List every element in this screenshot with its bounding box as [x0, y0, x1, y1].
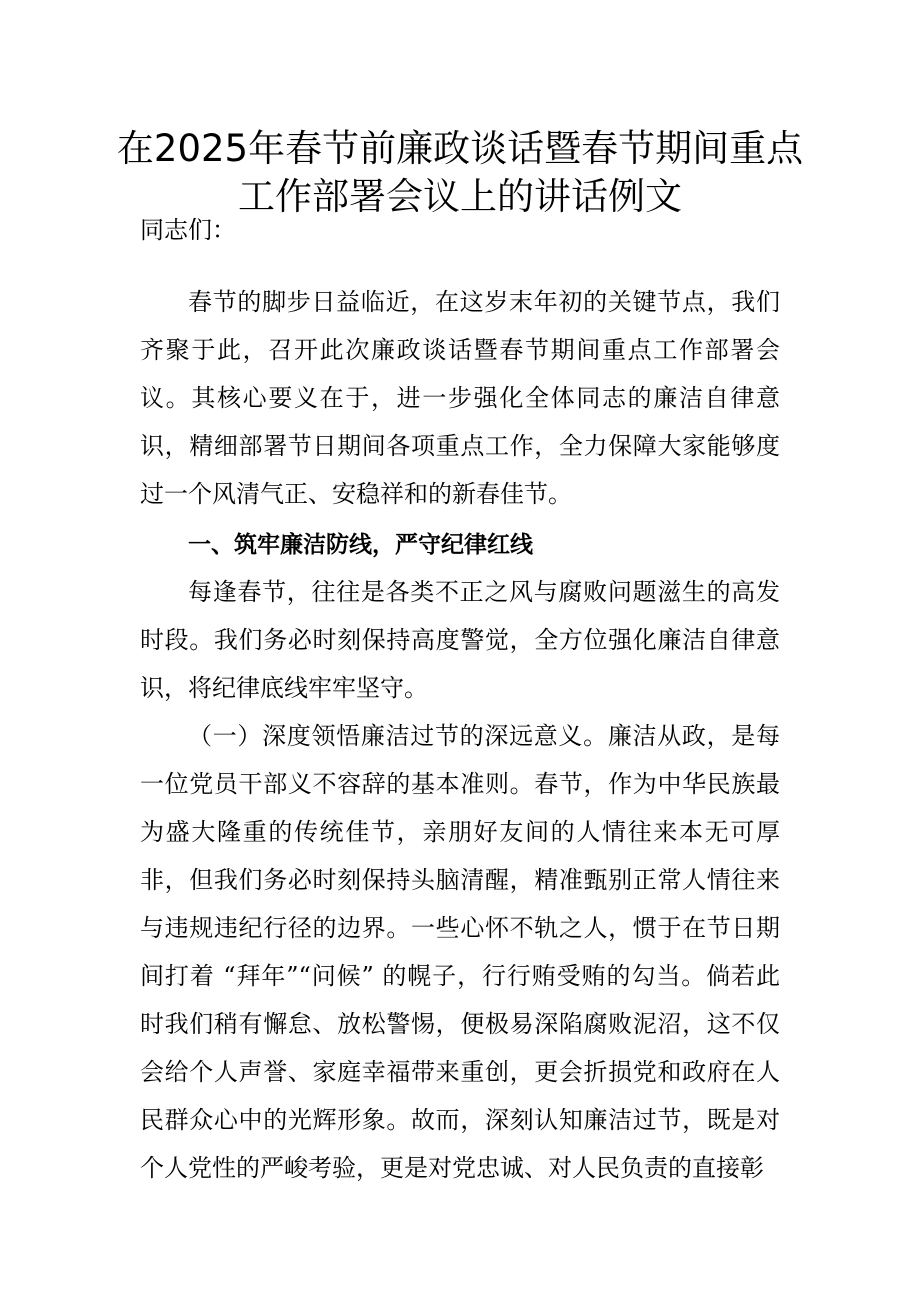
section-1-paragraph: 每逢春节，往往是各类不正之风与腐败问题滋生的高发时段。我们务必时刻保持高度警觉，全方位强化廉洁自律意识，将纪律底线牢牢坚守。 [140, 578, 780, 702]
salutation: 同志们： [140, 216, 236, 244]
document-title-line-2: 工作部署会议上的讲话例文 [238, 175, 682, 218]
intro-paragraph: 春节的脚步日益临近，在这岁末年初的关键节点，我们齐聚于此，召开此次廉政谈话暨春节期间重点工作部署会议。其核心要义在于，进一步强化全体同志的廉洁自律意识，精细部署节日期间各项重点工作，全力保障大家能够度过一个风清气正、安稳祥和的新春佳节。 [140, 288, 780, 508]
section-heading-1: 一、筑牢廉洁防线，严守纪律红线 [188, 532, 533, 558]
document-title-line-1: 在2025年春节前廉政谈话暨春节期间重点 [116, 127, 804, 170]
subsection-1-paragraph: （一）深度领悟廉洁过节的深远意义。廉洁从政，是每一位党员干部义不容辞的基本准则。春节，作为中华民族最为盛大隆重的传统佳节，亲朋好友间的人情往来本无可厚非，但我们务必时刻保持头脑清醒，精准甄别正常人情往来与违规违纪行径的边界。一些心怀不轨之人，惯于在节日期间打着 “拜年”“问候” 的幌子，行行贿受贿的勾当。倘若此时我们稍有懈怠、放松警惕，便极易深陷腐败泥沼，这不仅会给个人声誉、家庭幸福带来重创，更会折损党和政府在人民群众心中的光辉形象。故而，深刻认知廉洁过节，既是对个人党性的严峻考验，更是对党忠诚、对人民负责的直接彰 [140, 722, 780, 1182]
